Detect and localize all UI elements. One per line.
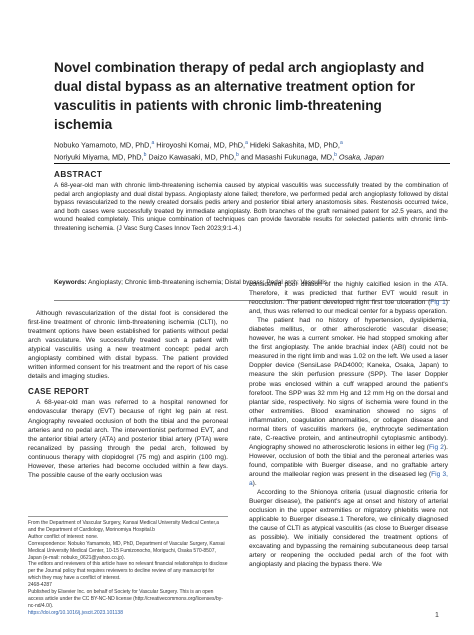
paragraph-text: ) and, thus was referred to our medical center for a bypass operation. xyxy=(249,299,448,316)
author-list xyxy=(54,138,454,163)
keywords-label: Keywords: xyxy=(54,279,87,286)
footnote-correspondence: Correspondence: Nobuko Yamamoto, MD, PhD, Department of Vascular Surgery, Kansai Medical University Medical Center, 10-15 Fumizonocho, Moriguchi, Osaka 570-8507, Japan (e-mail: nobuko_0621@yahoo.co.jp). xyxy=(28,540,225,561)
body-paragraph xyxy=(249,280,448,316)
left-column xyxy=(28,309,228,480)
author-name: Daizo Kawasaki, MD, PhD, xyxy=(146,152,237,162)
intro-paragraph: Although revascularization of the distal foot is considered the first-line treatment of chronic limb-threatening ischemia (CLTI), no treatment options have been established for patients without pedal arch vasculature. We successfully treated such a patient with atypical vasculitis using a new treatment concept: pedal arch angioplasty combined with distal bypass. The patient provided written informed consent for his treatment and the report of his case details and imaging studies. xyxy=(28,310,228,381)
affiliation-marker: a xyxy=(339,140,343,146)
article-title: Novel combination therapy of pedal arch angioplasty and dual distal bypass as an alternative treatment option for vasculitis in patients with chronic limb-threatening ischemia xyxy=(54,60,425,132)
paragraph-text: ). xyxy=(252,480,257,488)
figure-link[interactable]: Fig 1 xyxy=(430,299,446,307)
doi-link[interactable]: https://doi.org/10.1016/j.jvscit.2023.101138 xyxy=(28,609,123,616)
paragraph-text: ). However, occlusion of both the tibial and the peroneal arteries was found, compatible with Buerger disease, and no graftable artery around the malleolar region was present in the diseased leg ( xyxy=(249,443,448,478)
body-paragraph: According to the Shionoya criteria (usual diagnostic criteria for Buerger disease), the patient's age at onset and history of arterial occlusion in the upper extremities or migratory phlebitis were not applicable to Buerger disease.1 Therefore, we clinically diagnosed the cause of CLTI as atypical vasculitis (as close to Buerger disease as possible). We initially considered the treatment options of excavating and bypassing the remaining subcutaneous deep tarsal artery or reopening the occluded pedal arch of the foot with angioplasty and placing the bypass there. We xyxy=(249,489,448,569)
abstract-heading: ABSTRACT xyxy=(54,170,103,179)
author-name: Hideki Sakashita, MD, PhD, xyxy=(247,140,340,150)
footnote-issn: 2468-4287 xyxy=(28,582,52,589)
affiliation-marker: b xyxy=(236,152,239,159)
author-name: Noriyuki Miyama, MD, PhD, xyxy=(54,152,144,162)
author-name: and Masashi Fukunaga, MD, xyxy=(238,152,335,162)
author-name: Hiroyoshi Komai, MD, PhD, xyxy=(154,140,246,150)
abstract-text: A 68-year-old man with chronic limb-threatening ischemia caused by atypical vasculitis was successfully treated by the combination of pedal arch angioplasty and dual distal bypass. Angioplasty alone failed; therefore, we performed pedal arch angioplasty followed by distal bypass revascularized to the newly created dorsalis pedis artery and posterior tibial artery anastomosis sites. Restenosis occurred twice, and both cases were successfully treated by immediate angioplasty. Both branches of the graft remained patent for ≥2.5 years, and the wound healed completely. This unique combination of techniques can provide favorable results for selected patients with chronic limb-threatening ischemia. (J Vasc Surg Cases Innov Tech 2023;9:1-4.) xyxy=(54,182,448,232)
footnote-license: Published by Elsevier Inc. on behalf of Society for Vascular Surgery. This is an open access article under the CC BY-NC-ND license (http://creativecommons.org/licenses/by-nc-nd/4.0/). xyxy=(28,589,223,609)
footnote-editors: The editors and reviewers of this article have no relevant financial relationships to disclose per the Journal policy that requires reviewers to decline review of any manuscript for which they may have a conflict of interest. xyxy=(28,561,228,582)
case-report-heading: CASE REPORT xyxy=(28,387,90,397)
right-column xyxy=(249,280,448,570)
footnote-affiliation: From the Department of Vascular Surgery, Kansai Medical University Medical Center,a and the Department of Cardiology, Morinomiya Hospital.b xyxy=(28,520,220,533)
body-paragraph xyxy=(249,316,448,488)
affiliation-marker: a xyxy=(151,140,155,146)
author-location: Osaka, Japan xyxy=(336,152,384,162)
figure-link[interactable]: Fig 3, a xyxy=(249,470,448,488)
figure-link[interactable]: Fig 2 xyxy=(429,443,444,451)
affiliation-marker: a xyxy=(245,140,248,146)
footnote-conflict: Author conflict of interest: none. xyxy=(28,533,99,540)
case-paragraph: A 68-year-old man was referred to a hospital renowned for endovascular therapy (EVT) because of right leg pain at rest. Angiography revealed occlusion of both the tibial and the peroneal arteries and no pedal arch. The interventionist performed EVT, and the anterior tibial artery (ATA) and posterior tibial artery (PTA) were recanalized by passing through the pedal arch, followed by continuous therapy with clopidogrel (75 mg) and aspirin (100 mg). However, these arteries had become occluded within a few days. The possible cause of the early occlusion was xyxy=(28,399,228,479)
paragraph-text: The patient had no history of hypertension, dyslipidemia, diabetes mellitus, or other atherosclerotic vascular disease; however, he was a current smoker. He had stopped smoking after the first angioplasty. The ankle brachial index (ABI) could not be measured in the right limb and was 1.02 on the left. We used a laser Doppler device (SensiLase PAD4000; Kaneka, Osaka, Japan) to measure the skin perfusion pressure (SPP). The laser Doppler probe was enclosed within a cuff wrapped around the patient's forefoot. The SPP was 32 mm Hg and 12 mm Hg on the dorsal and plantar side, respectively. No signs of ischemia were found in the other extremities. Blood examination showed no signs of inflammation, coagulation abnormalities, or collagen disease and normal titers of vasculitis markers (ie, erythrocyte sedimentation rate, C-reactive protein, and antineutrophil cytoplasmic antibody). Angiography showed no atherosclerotic lesions in either leg ( xyxy=(249,317,448,451)
page-number: 1 xyxy=(435,612,439,619)
footnotes xyxy=(28,516,228,617)
author-name: Nobuko Yamamoto, MD, PhD, xyxy=(54,140,152,150)
paragraph-text: considered poor dilation of the highly calcified lesion in the ATA. Therefore, it was predicted that further EVT would result in reocclusion. The patient developed right first toe ulceration ( xyxy=(249,281,448,307)
affiliation-marker: b xyxy=(143,152,147,159)
affiliation-marker: b xyxy=(334,152,337,159)
keywords-text: Angioplasty; Chronic limb-threatening ischemia; Distal bypass; Pedal arch; Vasculitis xyxy=(86,279,328,286)
